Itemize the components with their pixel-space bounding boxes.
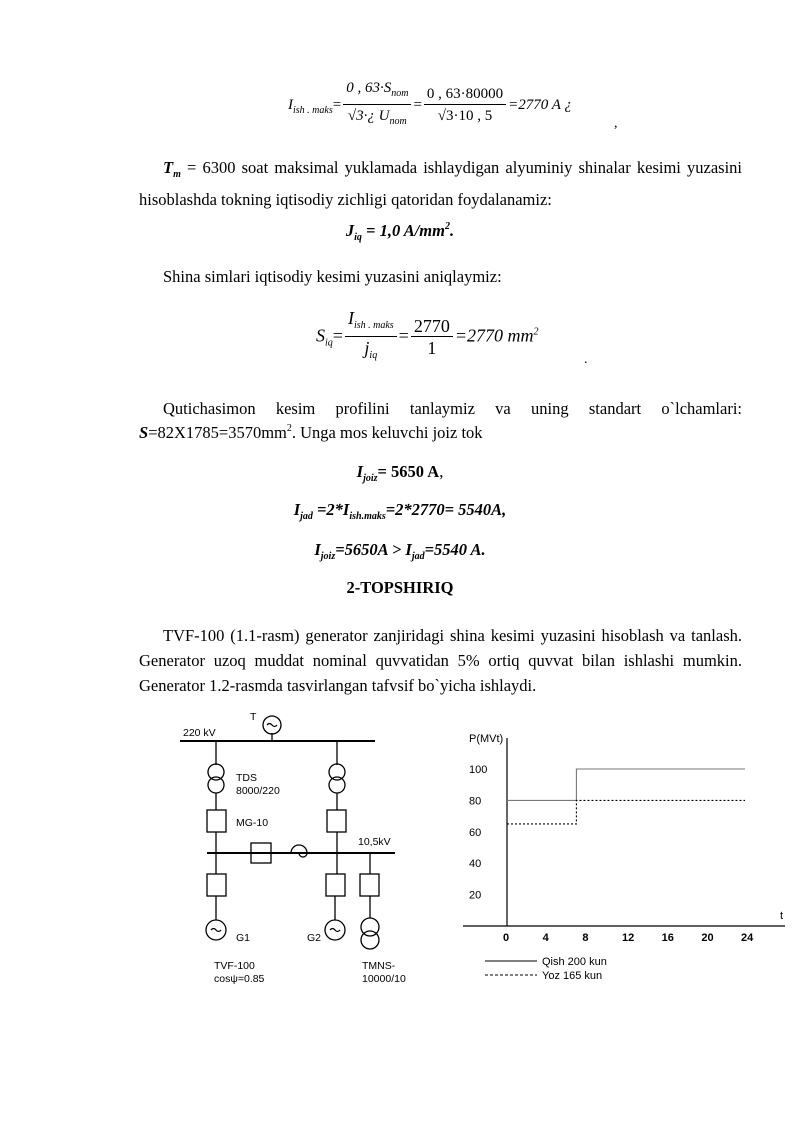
x-tick-label: 4: [542, 932, 549, 944]
jiq-line: $J_{iq} = 1,0$ $A/mm^2$.: [345, 221, 455, 243]
y-tick-label: 100: [469, 764, 488, 776]
compare-line: $I_{joiz}=5650A > I_{jad}=5540$ A.: [314, 540, 486, 562]
formula-2-fraction-2: $\frac{2770}{1}$: [411, 316, 453, 359]
paragraph-qutichasimon: Qutichasimon kesim profilini tanlaymiz va uning standart o`lchamlari:: [163, 399, 742, 418]
formula-1-fraction-1: $\frac{0 , 63\cdot S_{nom}}{√3\cdot¿ U_{nom}}$: [343, 78, 411, 133]
top-label: T: [250, 711, 257, 723]
g2-label: G2: [307, 932, 322, 944]
ijad-line: $I_{jad} =2*I_{ish.maks}=2*2770= 5540A$,: [293, 500, 507, 522]
formula-2: $S_{iq}=$ $\frac{I_{ish . maks}}{j_{iq}}$ = $\frac{2770}{1}$ =2770 $mm^2$: [316, 308, 538, 367]
paragraph-tvf: TVF-100 (1.1-rasm) generator zanjiridagi shina kesimi yuzasini hisoblash va tanlash. Generator uzoq muddat nominal quvvatidan 5% ortiq quvvat bilan ishlashi mumkin. Generator 1.2-rasmda tasvirlangan tafvsif bo`yicha ishlaydi.: [139, 626, 742, 695]
section-heading: 2-TOPSHIRIQ: [346, 578, 454, 597]
paragraph-tm: $T_m = 6300$ soat maksimal yuklamada ishlaydigan alyuminiy shinalar kesimi yuzasini hisoblashda tokning iqtisodiy zichligi qatoridan foydalanamiz:: [139, 158, 742, 209]
paragraph-qutichasimon-line2: $S=82X1785=3570mm^2$. Unga mos keluvchi joiz tok: [139, 423, 483, 442]
kv-label: 10,5kV: [358, 836, 391, 848]
legend-label-1: Qish 200 kun: [542, 956, 607, 968]
formula-1-tail: ,: [614, 116, 618, 131]
y-tick-label: 40: [469, 858, 482, 871]
tds-label-1: TDS: [236, 772, 257, 784]
formula-1-fraction-2: $\frac{0 , 63\cdot 80000}{√3\cdot 10 , 5}$: [424, 84, 506, 127]
x-tick-label: 16: [661, 932, 674, 944]
y-tick-label: 60: [469, 826, 482, 839]
load-chart: [455, 712, 790, 997]
x-tick-label: 20: [701, 932, 714, 944]
series-line-1: [507, 769, 745, 800]
mg-label: MG-10: [236, 817, 269, 829]
x-tick-label: 0: [503, 932, 510, 944]
x-tick-label: 8: [582, 932, 589, 944]
y-tick-label: 20: [469, 889, 482, 902]
x-axis-label: t: [780, 910, 784, 922]
g1-label: G1: [236, 932, 251, 944]
ijoiz-line: $I_{joiz}= 5650$ A,: [356, 462, 444, 484]
tds-label-2: 8000/220: [236, 785, 280, 797]
gen-label-2: cosψ=0.85: [214, 973, 265, 985]
y-axis-label: P(MVt): [469, 733, 504, 745]
paragraph-shina: Shina simlari iqtisodiy kesimi yuzasini aniqlaymiz:: [163, 267, 502, 286]
formula-2-fraction-1: $\frac{I_{ish . maks}}{j_{iq}}$: [345, 308, 397, 367]
formula-1: $I_{ish . maks}=$ $\frac{0 , 63\cdot S_{nom}}{√3\cdot¿ U_{nom}}$ = $\frac{0 , 63\cdot 80000}{√3\cdot 10 , 5}$ =2770 A ¿: [288, 78, 572, 133]
y-tick-label: 80: [469, 795, 482, 808]
x-tick-label: 12: [622, 932, 635, 944]
bus-label: 220 kV: [183, 727, 216, 739]
x-tick-label: 24: [741, 932, 754, 944]
circuit-scheme: [180, 708, 420, 998]
tm-label-1: TMNS-: [362, 960, 396, 972]
series-line-2: [507, 800, 745, 824]
gen-label-1: TVF-100: [214, 960, 255, 972]
legend-label-2: Yoz 165 kun: [542, 970, 603, 982]
formula-2-tail: .: [584, 352, 588, 367]
tm-label-2: 10000/10: [362, 973, 406, 985]
